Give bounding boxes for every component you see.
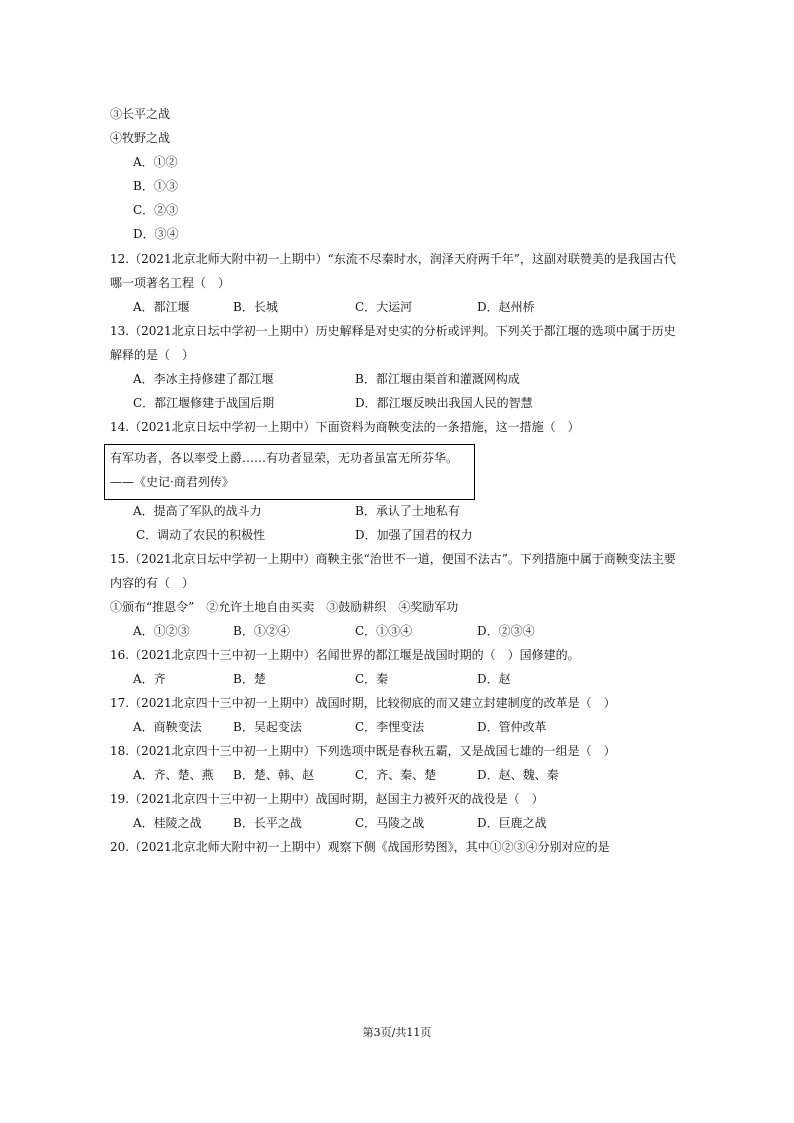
q12-option-b: B．长城 [233, 300, 278, 314]
q16-stem: 16.（2021北京四十三中初一上期中）名闻世界的都江堰是战国时期的（ ）国修建的。 [110, 648, 580, 662]
q16-option-c: C．秦 [355, 672, 389, 686]
q15-option-b: B．①②④ [233, 624, 290, 638]
q17-option-b: B．吴起变法 [233, 720, 302, 734]
q18-option-d: D．赵、魏、秦 [477, 768, 559, 782]
q11-option-b: B．①③ [133, 179, 178, 193]
q18-option-a: A．齐、楚、燕 [133, 768, 214, 782]
q12-stem-line2: 哪一项著名工程（ ） [110, 276, 231, 290]
q18-option-c: C．齐、秦、楚 [355, 768, 437, 782]
q13-option-c: C．都江堰修建于战国后期 [133, 396, 275, 410]
q15-option-c: C．①③④ [355, 624, 413, 638]
q12-stem-line1: 12.（2021北京北师大附中初一上期中）“东流不尽秦时水，润泽天府两千年”，这副对联赞美的是我国古代 [110, 252, 676, 266]
q18-stem: 18.（2021北京四十三中初一上期中）下列选项中既是春秋五霸，又是战国七雄的一组是（ ） [110, 744, 616, 758]
q16-option-b: B．楚 [233, 672, 266, 686]
q19-option-d: D．巨鹿之战 [477, 816, 547, 830]
q19-option-c: C．马陵之战 [355, 816, 425, 830]
q17-stem: 17.（2021北京四十三中初一上期中）战国时期，比较彻底的而又建立封建制度的改革是（ ） [110, 696, 616, 710]
q15-items: ①颁布“推恩令” ②允许土地自由买卖 ③鼓励耕织 ④奖励军功 [110, 600, 459, 614]
q15-option-d: D．②③④ [477, 624, 535, 638]
q12-option-a: A．都江堰 [133, 300, 190, 314]
q14-stem: 14.（2021北京日坛中学初一上期中）下面资料为商鞅变法的一条措施，这一措施（ ） [110, 420, 580, 434]
q16-option-a: A．齐 [133, 672, 166, 686]
q12-option-c: C．大运河 [355, 300, 413, 314]
q14-option-d: D．加强了国君的权力 [355, 528, 473, 542]
q14-source: ——《史记·商君列传》 [110, 475, 234, 489]
q13-stem-line2: 解释的是（ ） [110, 348, 195, 362]
q13-stem-line1: 13.（2021北京日坛中学初一上期中）历史解释是对史实的分析或评判。下列关于都江堰的选项中属于历史 [110, 324, 676, 338]
q19-option-b: B．长平之战 [233, 816, 302, 830]
q13-option-d: D．都江堰反映出我国人民的智慧 [355, 396, 533, 410]
q15-option-a: A．①②③ [133, 624, 190, 638]
q15-stem-line1: 15.（2021北京日坛中学初一上期中）商鞅主张“治世不一道，便国不法古”。下列措施中属于商鞅变法主要 [110, 552, 676, 566]
q11-option-c: C．②③ [133, 203, 179, 217]
page-number: 第3页/共11页 [362, 1026, 432, 1039]
q14-quote: 有军功者，各以率受上爵……有功者显荣，无功者虽富无所芬华。 [110, 451, 459, 465]
q17-option-d: D．管仲改革 [477, 720, 547, 734]
q18-option-b: B．楚、韩、赵 [233, 768, 314, 782]
q19-stem: 19.（2021北京四十三中初一上期中）战国时期，赵国主力被歼灭的战役是（ ） [110, 792, 544, 806]
q14-source-box [104, 444, 475, 500]
q12-option-d: D．赵州桥 [477, 300, 535, 314]
q11-option-a: A．①② [133, 155, 178, 169]
q19-option-a: A．桂陵之战 [133, 816, 202, 830]
q11-item-4: ④牧野之战 [110, 131, 171, 145]
q11-option-d: D．③④ [133, 227, 179, 241]
q13-option-b: B．都江堰由渠首和灌溉网构成 [355, 372, 520, 386]
q13-option-a: A．李冰主持修建了都江堰 [133, 372, 274, 386]
q14-option-a: A．提高了军队的战斗力 [133, 504, 262, 518]
q14-option-c: C．调动了农民的积极性 [136, 528, 266, 542]
q20-stem: 20.（2021北京北师大附中初一上期中）观察下侧《战国形势图》，其中①②③④分别对应的是 [110, 840, 610, 854]
q11-item-3: ③长平之战 [110, 107, 171, 121]
q16-option-d: D．赵 [477, 672, 511, 686]
q15-stem-line2: 内容的有（ ） [110, 576, 195, 590]
q17-option-c: C．李悝变法 [355, 720, 425, 734]
q17-option-a: A．商鞅变法 [133, 720, 202, 734]
q14-option-b: B．承认了土地私有 [355, 504, 460, 518]
